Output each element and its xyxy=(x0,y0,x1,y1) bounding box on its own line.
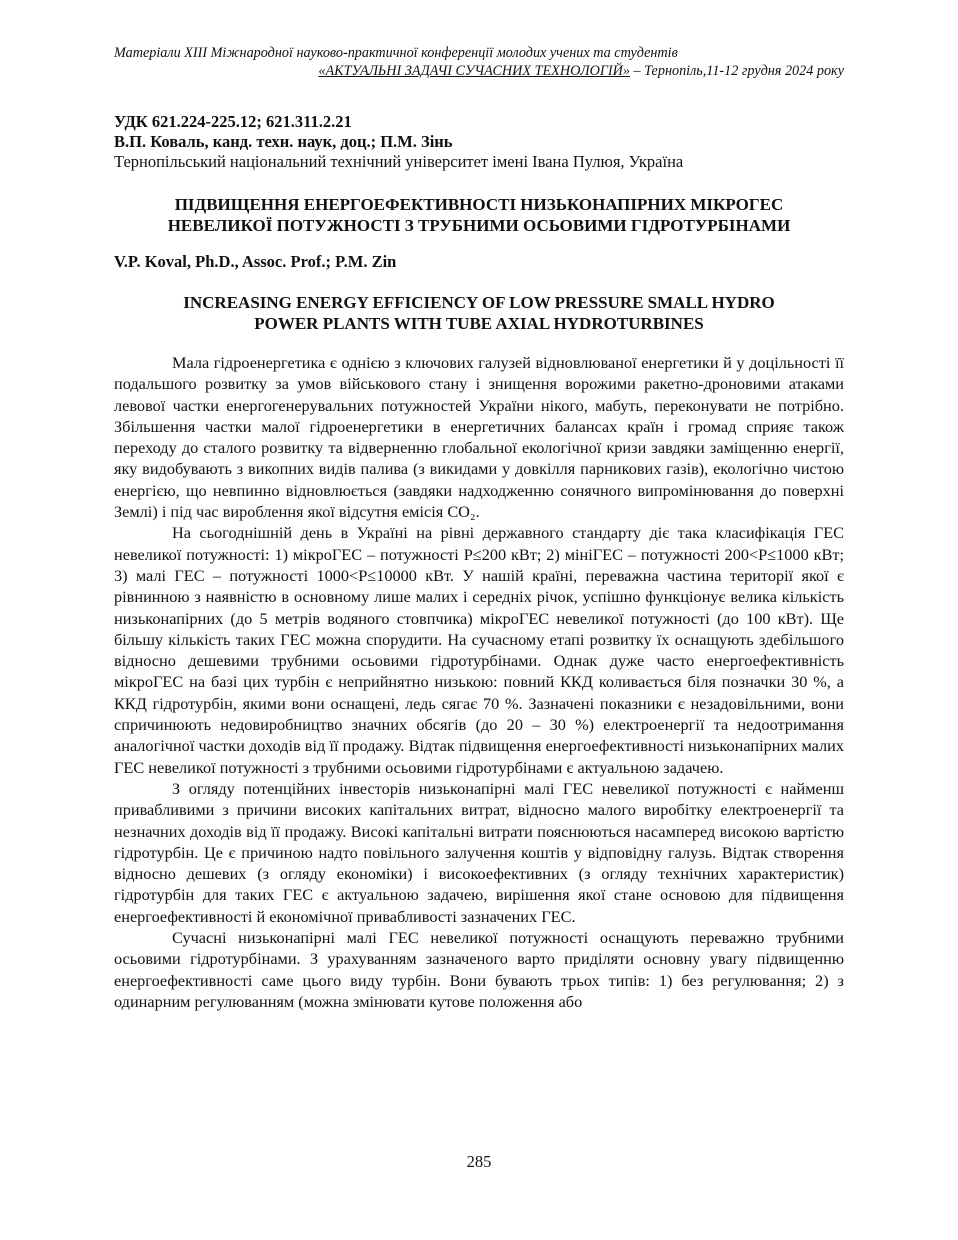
authors-ua: В.П. Коваль, канд. техн. наук, доц.; П.М. Зінь xyxy=(114,132,453,151)
page-number: 285 xyxy=(466,1152,492,1171)
title-en-line-2: POWER PLANTS WITH TUBE AXIAL HYDROTURBINES xyxy=(254,314,704,333)
header-line-1: Матеріали XIII Міжнародної науково-практичної конференції молодих учених та студентів xyxy=(114,45,678,61)
conference-header xyxy=(114,44,844,80)
header-line-2 xyxy=(114,62,844,80)
paragraph-1: Мала гідроенергетика є однією з ключових галузей відновлюваної енергетики й у доцільності її подальшого розвитку за умов військового стану і знищення ворожими ракетно-дроновими атаками левової частки енергогенерувальних потужностей України нікого, мабуть, переконувати не потрібно. Збільшення частки малої гідроенергетики в енергетичних балансах країн і громад сприяє також переходу до сталого розвитку та відверненню глобальної екологічної кризи завдяки заміщенню енергії, яку видобувають з викопних видів палива (з викидами у довкілля парникових газів), екологічно чистою енергією, що невпинно відновлюється (завдяки надходженню сонячного випромінювання до поверхні Землі) і під час вироблення якої відсутня емісія CO₂. xyxy=(114,353,844,522)
udc-code: УДК 621.224-225.12; 621.311.2.21 xyxy=(114,112,352,131)
title-ua xyxy=(114,194,844,236)
paragraph-4: Сучасні низьконапірні малі ГЕС невеликої потужності оснащують переважно трубними осьовими гідротурбінами. З урахуванням зазначеного варто приділяти основну увагу підвищенню енергоефективності саме цього виду турбін. Вони бувають трьох типів: 1) без регулювання; 2) з одинарним регулюванням (можна змінювати кутове положення або xyxy=(114,928,844,1011)
affiliation: Тернопільський національний технічний університет імені Івана Пулюя, Україна xyxy=(114,152,684,171)
title-en-line-1: INCREASING ENERGY EFFICIENCY OF LOW PRESSURE SMALL HYDRO xyxy=(183,293,775,312)
conference-place-date: – Тернопіль,11-12 грудня 2024 року xyxy=(629,63,844,79)
title-ua-line-1: ПІДВИЩЕННЯ ЕНЕРГОЕФЕКТИВНОСТІ НИЗЬКОНАПІРНИХ МІКРОГЕС xyxy=(174,195,784,214)
title-ua-line-2: НЕВЕЛИКОЇ ПОТУЖНОСТІ З ТРУБНИМИ ОСЬОВИМИ ГІДРОТУРБІНАМИ xyxy=(167,216,791,235)
paragraph-2: На сьогоднішній день в Україні на рівні державного стандарту діє така класифікація ГЕС невеликої потужності: 1) мікроГЕС – потужності P≤200 кВт; 2) мініГЕС – потужності 200<P≤1000 кВт; 3) малі ГЕС – потужності 1000<P≤10000 кВт. У нашій країні, переважна частина території якої є рівнинною з наявністю в основному лише малих і середніх річок, успішно функціонує велика кількість низьконапірних (до 5 метрів водяного стовпчика) мікроГЕС невеликої потужності (до 100 кВт). Ще більшу кількість таких ГЕС можна спорудити. На сучасному етапі розвитку їх оснащують здебільшого відносно дешевими трубними осьовими гідротурбінами. Однак дуже часто енергоефективність мікроГЕС на базі цих турбін є неприйнятно низькою: повний ККД коливається біля позначки 30 %, а ККД гідротурбін, якими вони оснащені, ледь сягає 70 %. Зазначені показники є незадовільними, вони спричинюють недовиробництво значних обсягів (до 20 – 30 %) електроенергії та недоотримання аналогічної частки доходів від її продажу. Відтак підвищення енергоефективності низьконапірних малих ГЕС невеликої потужності з трубними осьовими гідротурбінами є актуальною задачею. xyxy=(114,523,844,777)
title-en xyxy=(114,292,844,334)
conference-name: «АКТУАЛЬНІ ЗАДАЧІ СУЧАСНИХ ТЕХНОЛОГІЙ» xyxy=(318,63,630,79)
paragraph-3: З огляду потенційних інвесторів низьконапірні малі ГЕС невеликої потужності є найменш привабливими з причини високих капітальних витрат, відносно малого виробітку електроенергії та незначних доходів від її продажу. Високі капітальні витрати пояснюються насамперед високою вартістю гідротурбін. Це є причиною надто повільного залучення коштів у відповідну галузь. Відтак створення відносно дешевих (з огляду економіки) і високоефективних (з огляду технічних характеристик) гідротурбін для таких ГЕС є актуальною задачею, вирішення якої стане основою для підвищення енергоефективності й економічної привабливості зазначених ГЕС. xyxy=(114,778,844,926)
article-body xyxy=(114,352,844,1012)
authors-en: V.P. Koval, Ph.D., Assoc. Prof.; P.M. Zin xyxy=(114,252,397,271)
